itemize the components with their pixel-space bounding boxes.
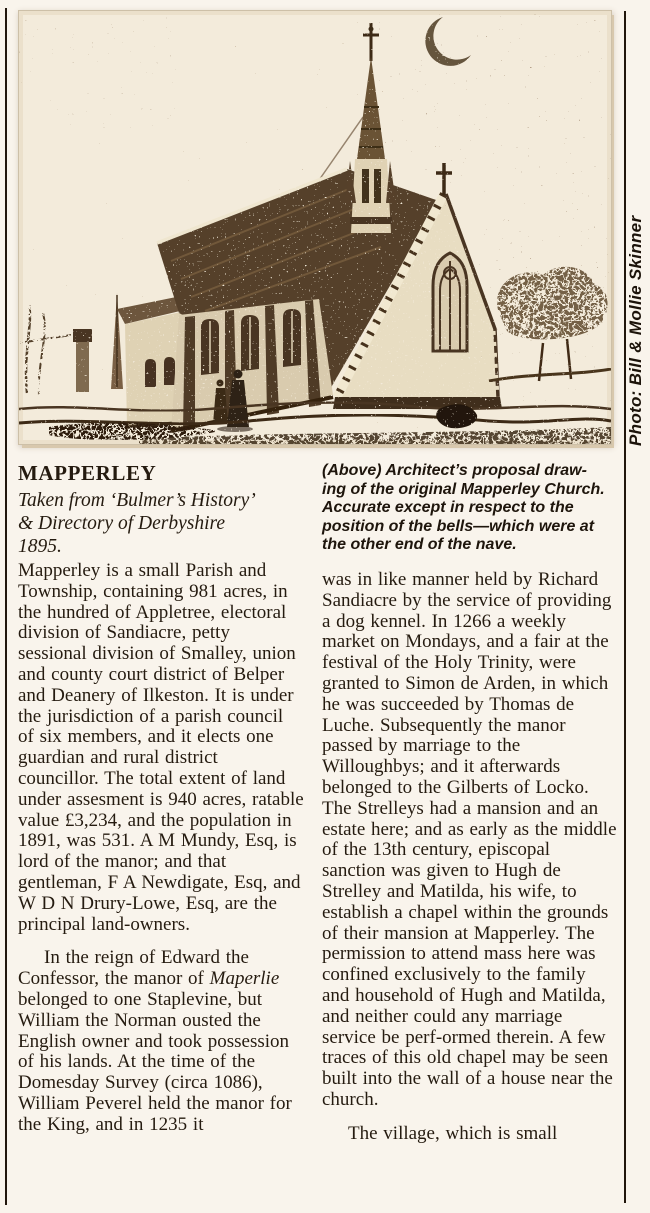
article-subtitle bbox=[18, 489, 304, 558]
left-border-rule bbox=[5, 8, 7, 1205]
right-paragraph-1: was in like manner held by Richard Sandiacre by the service of providing a dog kennel. In 1266 a weekly market on Mondays, and a fair at the festival of the Holy Trinity, were granted to Simon de Arden, in which he was succeeded by Thomas de Luche. Subsequently the manor passed by marriage to the Willoughbys; and it afterwards belonged to the Gilberts of Locko. The Strelleys had a mansion and an estate here; and as early as the middle of the 13th century, episcopal sanction was given to Hugh de Strelley and Matilda, his wife, to establish a chapel within the grounds of their mansion at Mapperley. The permission to attend mass here was confined exclusively to the family and household of Hugh and Matilda, and neither could any marriage service be perf-ormed therein. A few traces of this old chapel may be seen built into the wall of a house near the church. bbox=[322, 568, 617, 1110]
subtitle-line: 1895. bbox=[18, 536, 62, 557]
caption-line: position of the bells—which were at bbox=[322, 517, 595, 535]
right-paragraph-2: The village, which is small bbox=[348, 1122, 558, 1144]
caption-line: ing of the original Mapperley Church. bbox=[322, 480, 605, 498]
photo-credit: Photo: Bill & Mollie Skinner bbox=[626, 215, 645, 446]
church-drawing-photo bbox=[18, 10, 612, 445]
left-paragraph-2-end: belonged to one Staplevine, but William the Norman ousted the English owner and took possession of his lands. At the time of the Domesday Survey (circa 1086), William Peverel held the manor for the King, and in 1235 it bbox=[18, 988, 292, 1135]
left-paragraph-1: Mapperley is a small Parish and Township, containing 981 acres, in the hundred of Appletree, electoral division of Sandiacre, petty sessional division of Smalley, union and county court district of Belper and Deanery of Ilkeston. It is under the jurisdiction of a parish council of six members, and it elects one guardian and rural district councillor. The total extent of land under assesment is 940 acres, ratable value £3,234, and the population in 1891, was 531. A M Mundy, Esq, is lord of the manor; and that gentleman, F A Newdigate, Esq, and W D N Drury-Lowe, Esq, are the principal land-owners. bbox=[18, 560, 304, 935]
caption-line: Accurate except in respect to the bbox=[322, 499, 574, 517]
caption-line: the other end of the nave. bbox=[322, 536, 517, 554]
subtitle-line: & Directory of Derbyshire bbox=[18, 513, 226, 534]
article-columns bbox=[18, 461, 618, 1144]
left-paragraph-2-start: In the reign of Edward the Confessor, the manor of bbox=[18, 947, 249, 990]
caption-line: (Above) Architect’s proposal draw- bbox=[322, 462, 587, 479]
church-drawing bbox=[19, 11, 611, 444]
article-title: MAPPERLEY bbox=[18, 461, 157, 485]
left-column bbox=[18, 461, 304, 1144]
manor-name-italic: Maperlie bbox=[209, 968, 280, 990]
left-paragraph-2 bbox=[18, 948, 304, 1135]
right-column bbox=[322, 461, 618, 1144]
photo-caption bbox=[322, 462, 618, 555]
subtitle-line: Taken from ‘Bulmer’s History’ bbox=[18, 490, 256, 511]
